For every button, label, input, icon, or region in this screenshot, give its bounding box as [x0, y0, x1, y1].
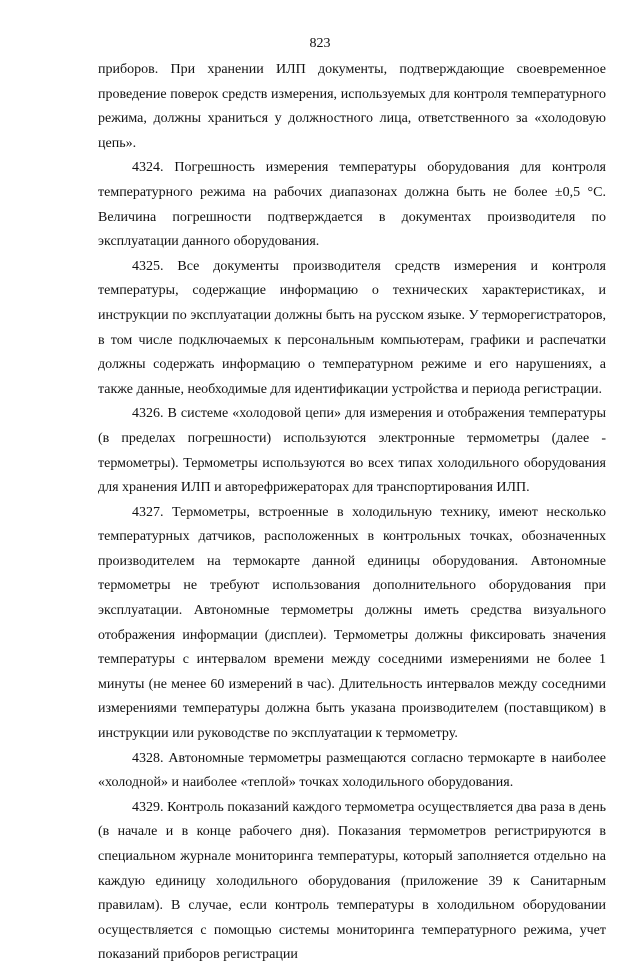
paragraph-continuation: приборов. При хранении ИЛП документы, подтверждающие своевременное проведение поверок средств измерения, используемых для контроля температурного режима, должны храниться у должностного лица, ответственного за «холодовую цепь». — [98, 62, 606, 151]
paragraph-4326: 4326. В системе «холодовой цепи» для измерения и отображения температуры (в пределах погрешности) используются электронные термометры (далее - термометры). Термометры используются во всех типах холодильного оборудования для хранения ИЛП и авторефрижераторах для транспортирования ИЛП. — [98, 406, 606, 496]
paragraph-4328: 4328. Автономные термометры размещаются согласно термокарте в наиболее «холодной» и наиболее «теплой» точках холодильного оборудования. — [98, 750, 606, 791]
paragraph-4327: 4327. Термометры, встроенные в холодильную технику, имеют несколько температурных датчиков, расположенных в контрольных точках, обозначенных производителем на термокарте данной единицы оборудования. Автономные термометры не требуют использования дополнительного оборудования при эксплуатации. Автономные термометры должны иметь средства визуального отображения информации (дисплеи). Термометры должны фиксировать значения температуры с интервалом времени между соседними измерениями не более 1 минуты (не менее 60 измерений в час). Длительность интервалов между соседними измерениями температуры должна быть указана производителем (поставщиком) в инструкции или руководстве по эксплуатации к термометру. — [98, 504, 606, 742]
document-body — [98, 58, 606, 968]
paragraph-4325: 4325. Все документы производителя средств измерения и контроля температуры, содержащие информацию о технических характеристиках, и инструкции по эксплуатации должны быть на русском языке. У терморегистраторов, в том числе подключаемых к персональным компьютерам, графики и распечатки должны содержать информацию о температурном режиме и его нарушениях, а также данные, необходимые для идентификации устройства и периода регистрации. — [98, 258, 606, 397]
page-number: 823 — [309, 36, 331, 51]
paragraph-4324: 4324. Погрешность измерения температуры оборудования для контроля температурного режима на рабочих диапазонах должна быть не более ±0,5 °С. Величина погрешности подтверждается в документах производителя по эксплуатации данного оборудования. — [98, 160, 606, 250]
paragraph-4329: 4329. Контроль показаний каждого термометра осуществляется два раза в день (в начале и в конце рабочего дня). Показания термометров регистрируются в специальном журнале мониторинга температуры, который заполняется отдельно на каждую единицу холодильного оборудования (приложение 39 к Санитарным правилам). В случае, если контроль температуры в холодильном оборудовании осуществляется с помощью системы мониторинга температурного режима, учет показаний приборов регистрации — [98, 799, 606, 963]
